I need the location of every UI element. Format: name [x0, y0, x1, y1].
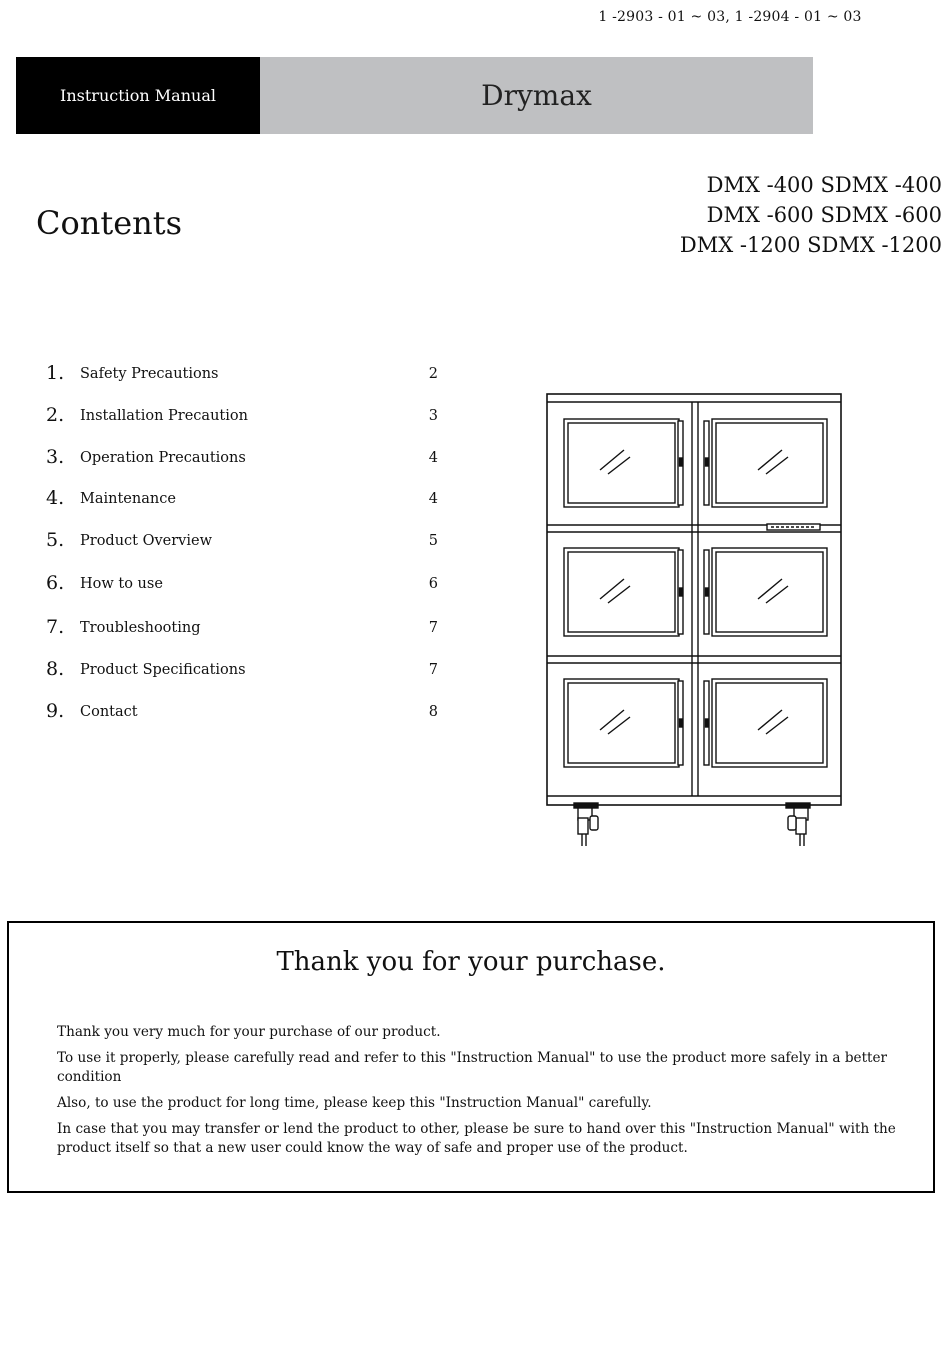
toc-number: 9.	[46, 700, 65, 722]
toc-page: 4	[428, 450, 438, 466]
thank-you-paragraph: Thank you very much for your purchase of our product.	[57, 1024, 441, 1040]
thank-you-body	[57, 1023, 927, 1165]
toc-page: 5	[428, 533, 438, 549]
toc-number: 2.	[46, 404, 65, 426]
toc-number: 3.	[46, 446, 65, 468]
toc-page: 2	[428, 366, 438, 382]
toc-number: 1.	[46, 362, 65, 384]
model-list	[680, 170, 942, 260]
toc-number: 8.	[46, 658, 65, 680]
manual-label: Instruction Manual	[16, 57, 260, 134]
toc-title: Troubleshooting	[80, 620, 201, 636]
toc-page: 7	[428, 620, 438, 636]
toc-title: Maintenance	[80, 491, 176, 507]
toc-item-maintenance[interactable]	[44, 487, 444, 515]
toc-title: Operation Precautions	[80, 450, 246, 466]
model-line: DMX -400 SDMX -400	[706, 173, 942, 197]
toc-item-safety-precautions[interactable]	[44, 362, 444, 390]
toc-title: How to use	[80, 576, 163, 592]
toc-number: 6.	[46, 572, 65, 594]
toc-item-product-specifications[interactable]	[44, 658, 444, 686]
toc-item-how-to-use[interactable]	[44, 572, 444, 600]
toc-title: Installation Precaution	[80, 408, 248, 424]
toc-item-contact[interactable]	[44, 700, 444, 728]
toc-item-product-overview[interactable]	[44, 529, 444, 557]
toc-title: Product Overview	[80, 533, 213, 549]
toc-title: Product Specifications	[80, 662, 246, 678]
toc-page: 4	[428, 491, 438, 507]
header-banner	[16, 57, 813, 134]
toc-item-troubleshooting[interactable]	[44, 616, 444, 644]
toc-title: Contact	[80, 704, 138, 720]
toc-item-installation-precaution[interactable]	[44, 404, 444, 432]
toc-number: 7.	[46, 616, 65, 638]
thank-you-paragraph: In case that you may transfer or lend the product to other, please be sure to hand over this "Instruction Manual" with the product itself so that a new user could know the way of safe and proper use of the product.	[57, 1121, 896, 1156]
toc-page: 6	[428, 576, 438, 592]
thank-you-paragraph: Also, to use the product for long time, please keep this "Instruction Manual" carefully.	[57, 1095, 652, 1111]
product-name: Drymax	[260, 57, 813, 134]
toc-item-operation-precautions[interactable]	[44, 446, 444, 474]
model-line: DMX -600 SDMX -600	[706, 203, 942, 227]
toc-page: 8	[428, 704, 438, 720]
thank-you-paragraph: To use it properly, please carefully read and refer to this "Instruction Manual" to use the product more safely in a better condition	[57, 1050, 888, 1085]
toc-number: 5.	[46, 529, 65, 551]
contents-heading: Contents	[36, 204, 183, 242]
dry-cabinet-illustration	[542, 390, 848, 852]
document-code: 1 -2903 - 01 ~ 03, 1 -2904 - 01 ~ 03	[598, 9, 862, 25]
model-line: DMX -1200 SDMX -1200	[679, 233, 942, 257]
thank-you-box	[7, 921, 935, 1193]
toc-title: Safety Precautions	[80, 366, 219, 382]
thank-you-title: Thank you for your purchase.	[276, 947, 666, 977]
toc-page: 3	[428, 408, 438, 424]
toc-page: 7	[428, 662, 438, 678]
toc-number: 4.	[46, 487, 65, 509]
